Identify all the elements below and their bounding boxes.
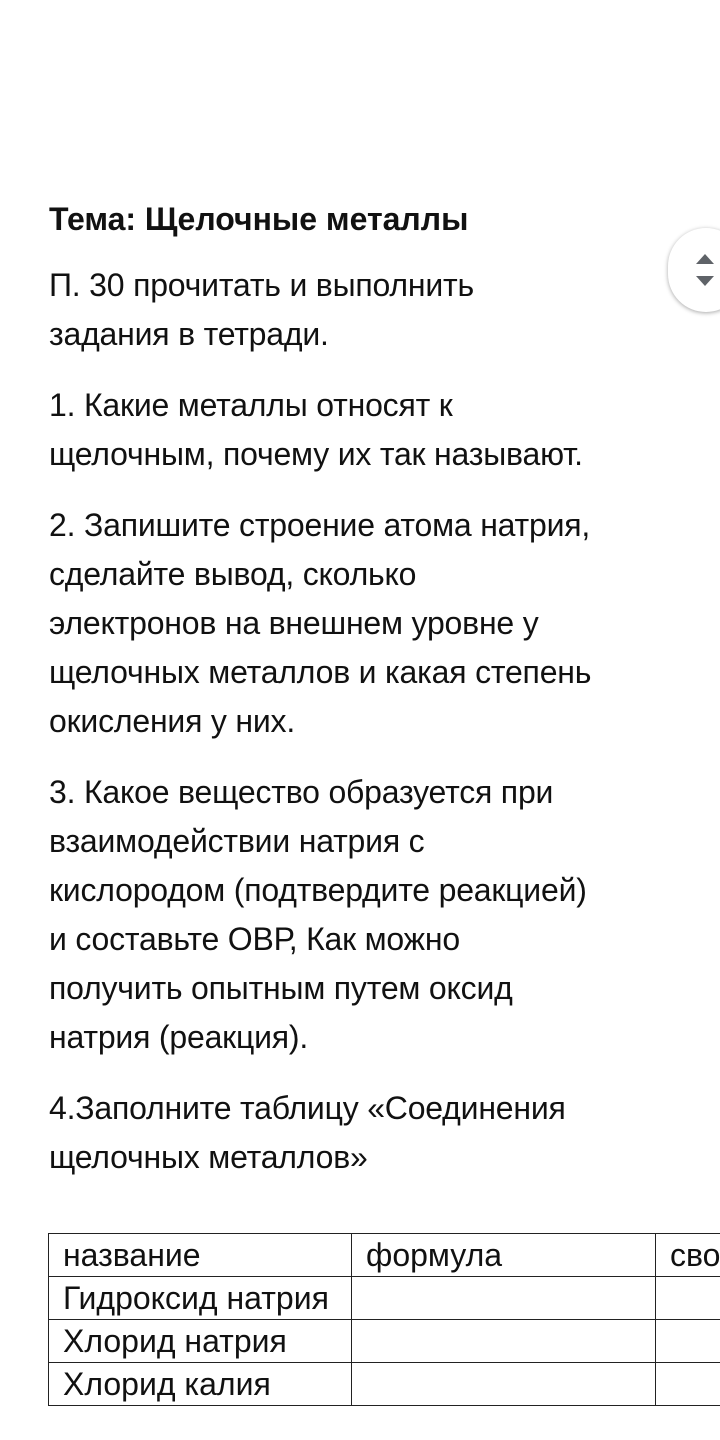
document-title: Тема: Щелочные металлы <box>49 201 469 237</box>
table-header-row <box>49 1234 720 1277</box>
paragraph-question-1 <box>49 381 689 479</box>
table-cell <box>656 1277 720 1320</box>
table-cell <box>352 1277 656 1320</box>
table-header-cell: сво <box>656 1234 720 1277</box>
table-cell <box>656 1363 720 1406</box>
text-line: и составьте ОВР, Как можно <box>49 921 460 957</box>
compounds-table <box>48 1233 720 1406</box>
table-cell <box>352 1363 656 1406</box>
table-cell: Гидроксид натрия <box>49 1277 352 1320</box>
text-line: взаимодействии натрия с <box>49 823 425 859</box>
text-line: задания в тетради. <box>49 316 329 352</box>
text-line: сделайте вывод, сколько <box>49 556 417 592</box>
paragraph-question-3 <box>49 768 689 1062</box>
text-line: 1. Какие металлы относят к <box>49 387 453 423</box>
text-line: натрия (реакция). <box>49 1019 309 1055</box>
text-line: окисления у них. <box>49 703 296 739</box>
document-body <box>49 195 689 1204</box>
text-line: П. 30 прочитать и выполнить <box>49 267 474 303</box>
table-cell: Хлорид натрия <box>49 1320 352 1363</box>
table-header-cell: формула <box>352 1234 656 1277</box>
text-line: 2. Запишите строение атома натрия, <box>49 507 591 543</box>
text-line: получить опытным путем оксид <box>49 970 513 1006</box>
text-line: 4.Заполните таблицу «Соединения <box>49 1090 566 1126</box>
table-header-cell: название <box>49 1234 352 1277</box>
text-line: щелочных металлов и какая степень <box>49 654 592 690</box>
up-down-arrows-icon <box>692 250 718 290</box>
paragraph-assignment <box>49 261 689 359</box>
table-cell <box>352 1320 656 1363</box>
text-line: кислородом (подтвердите реакцией) <box>49 872 587 908</box>
text-line: щелочным, почему их так называют. <box>49 436 583 472</box>
paragraph-question-2 <box>49 501 689 746</box>
table-cell: Хлорид калия <box>49 1363 352 1406</box>
table-cell <box>656 1320 720 1363</box>
table-row <box>49 1363 720 1406</box>
compounds-table-container[interactable] <box>48 1233 720 1440</box>
text-line: щелочных металлов» <box>49 1139 368 1175</box>
table-row <box>49 1320 720 1363</box>
text-line: электронов на внешнем уровне у <box>49 605 539 641</box>
table-row <box>49 1277 720 1320</box>
text-line: 3. Какое вещество образуется при <box>49 774 554 810</box>
paragraph-question-4 <box>49 1084 689 1182</box>
